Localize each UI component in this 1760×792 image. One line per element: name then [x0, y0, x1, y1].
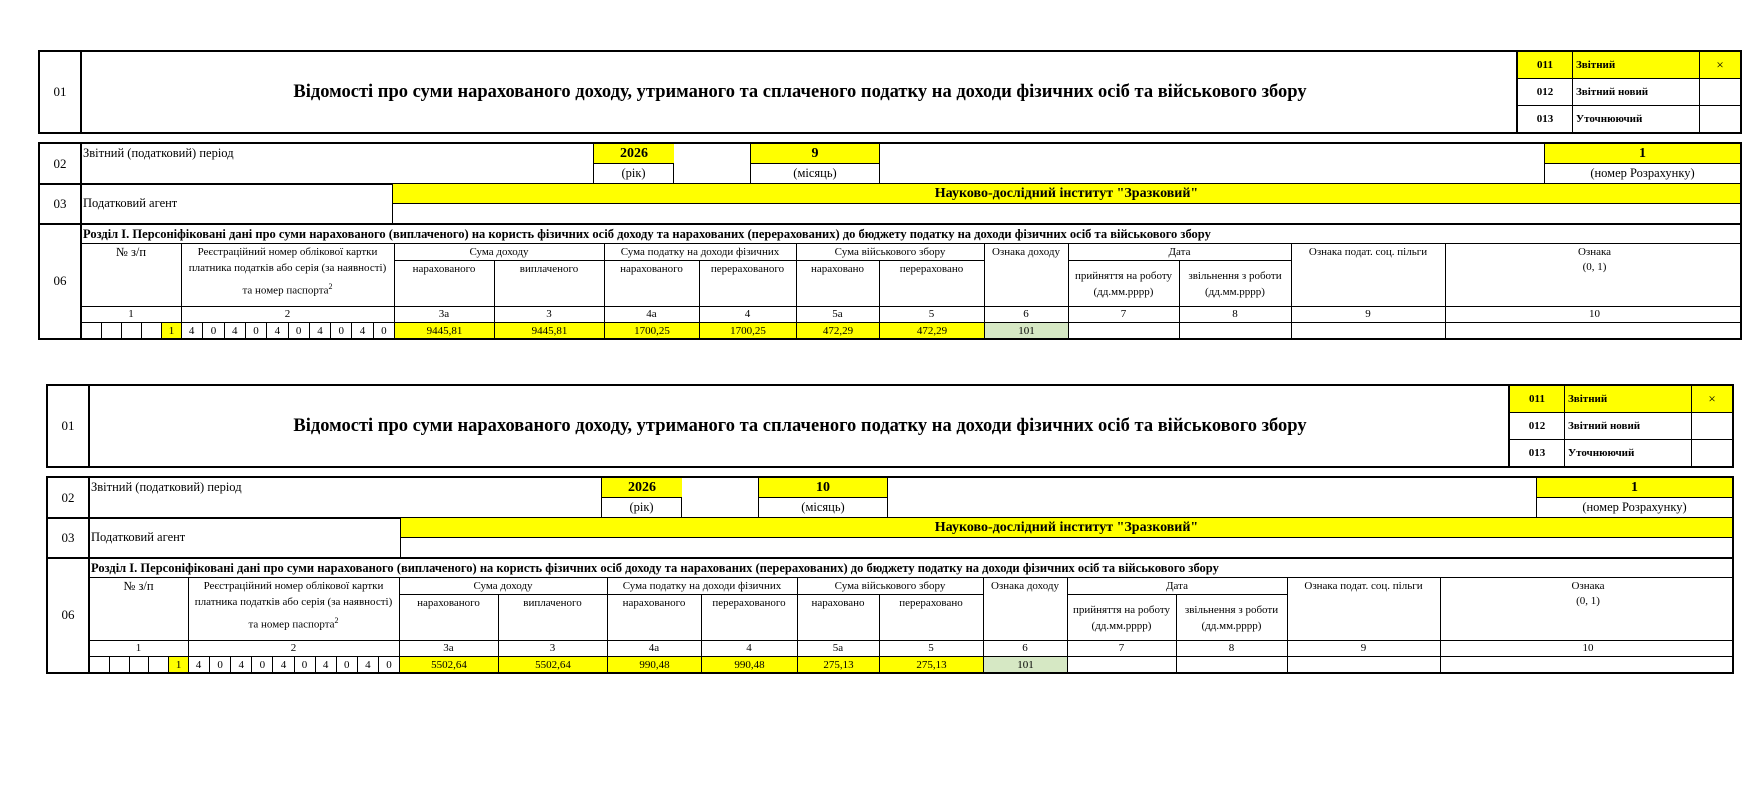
col-number: 7 [1118, 642, 1125, 654]
col-number: 6 [1022, 642, 1028, 654]
doc-type-mark-011[interactable]: × [1692, 386, 1732, 412]
row-code-01: 01 [61, 418, 75, 433]
doc-type-code-013: 013 [1536, 113, 1554, 125]
col-header-benefit: Ознака подат. соц. пільги [1308, 246, 1428, 258]
cell-military-accrued[interactable]: 472,29 [797, 323, 879, 338]
tax-id-digit[interactable]: 0 [251, 657, 272, 672]
main-block [38, 142, 1742, 340]
agent-name[interactable]: Науково-дослідний інститут "Зразковий" [393, 184, 1740, 203]
month-value[interactable]: 9 [750, 144, 880, 163]
doc-type-grid [1510, 386, 1732, 466]
doc-type-mark-013[interactable] [1692, 440, 1732, 466]
doc-type-label-011: Звітний [1573, 52, 1699, 78]
form-title: Відомості про суми нарахованого доходу, утриманого та сплаченого податку на доходи фізичних осіб та військового збору [293, 415, 1307, 436]
col-header-sign-2: (0, 1) [1582, 261, 1607, 273]
col-header-reg-2: платника податків або серія (за наявності) [194, 596, 393, 608]
col-header-income-accrued: нарахованого [412, 263, 476, 275]
row-code-02: 02 [61, 489, 75, 505]
tax-id-digit[interactable]: 4 [195, 659, 202, 671]
calc-caption: (номер Розрахунку) [1536, 497, 1732, 517]
cell-pdfo-transferred[interactable]: 1700,25 [700, 323, 796, 338]
tax-id-digit[interactable]: 4 [224, 323, 245, 338]
col-header-hire-2: (дд.мм.рррр) [1091, 620, 1152, 632]
cell-empty-col-8[interactable] [1180, 323, 1291, 338]
col-header-num: № з/п [115, 245, 147, 259]
col-header-military-accrued: нараховано [810, 263, 865, 275]
tax-id-digit[interactable]: 0 [336, 657, 357, 672]
tax-id-digit[interactable]: 4 [309, 323, 330, 338]
calc-group [1544, 144, 1740, 183]
col-header-income: Сума доходу [469, 246, 529, 258]
col-number: 1 [128, 308, 134, 320]
col-number: 6 [1023, 308, 1029, 320]
col-number: 10 [1582, 642, 1594, 654]
row-num[interactable]: 1 [168, 657, 188, 672]
cell-pdfo-transferred[interactable]: 990,48 [702, 657, 797, 672]
col-header-fire-2: (дд.мм.рррр) [1205, 286, 1265, 298]
col-header-reg-3 [188, 612, 399, 630]
col-header-benefit: Ознака подат. соц. пільги [1304, 580, 1423, 592]
row-num-box[interactable] [129, 657, 149, 672]
col-number: 3 [549, 642, 556, 654]
cell-empty-col-10[interactable] [1446, 323, 1740, 338]
col-number: 2 [284, 308, 291, 320]
col-header-pdfo-transferred: перерахованого [712, 597, 786, 609]
cell-pdfo-accrued[interactable]: 990,48 [608, 657, 701, 672]
col-header-reg-2: платника податків або серія (за наявності) [188, 262, 387, 274]
doc-type-label-011: Звітний [1565, 386, 1691, 412]
col-number: 2 [290, 642, 297, 654]
section-title: Розділ І. Персоніфіковані дані про суми нарахованого (виплаченого) на користь фізичних осіб доходу та нарахованих (перерахованих) до бюджету податку на доходи фізичних осіб та військового збору [91, 561, 1219, 575]
main-block [46, 476, 1734, 674]
cell-empty-col-9[interactable] [1288, 657, 1440, 672]
col-header-sign-1: Ознака [1577, 246, 1612, 258]
tax-id-digit[interactable]: 0 [330, 323, 351, 338]
doc-type-mark-012[interactable] [1692, 413, 1732, 439]
col-number: 7 [1120, 308, 1127, 320]
period-label: Звітний (податковий) період [91, 480, 242, 494]
row-num[interactable]: 1 [161, 323, 181, 338]
col-number: 5 [928, 642, 934, 654]
col-header-reg-sup: 2 [328, 282, 333, 291]
col-header-income-paid: виплаченого [523, 597, 582, 609]
calc-number[interactable]: 1 [1544, 144, 1740, 163]
data-table [81, 244, 1740, 338]
tax-id-digit[interactable]: 4 [266, 323, 287, 338]
col-header-income-sign: Ознака доходу [990, 580, 1060, 592]
col-header-fire-2: (дд.мм.рррр) [1201, 620, 1262, 632]
tax-id-digit[interactable]: 0 [245, 323, 266, 338]
col-header-military: Сума військового збору [834, 246, 946, 258]
data-table [89, 578, 1732, 672]
cell-income-paid[interactable]: 9445,81 [495, 323, 604, 338]
year-caption: (рік) [601, 497, 682, 517]
doc-type-code-012: 012 [1536, 86, 1554, 98]
cell-income-sign[interactable]: 101 [984, 657, 1067, 672]
doc-type-mark-012[interactable] [1700, 79, 1740, 105]
col-header-military: Сума військового збору [834, 580, 946, 592]
col-header-num: № з/п [123, 579, 154, 593]
row-code-02: 02 [53, 155, 67, 171]
year-value[interactable]: 2026 [601, 478, 682, 497]
cell-pdfo-accrued[interactable]: 1700,25 [605, 323, 699, 338]
col-header-date: Дата [1166, 580, 1188, 592]
col-header-date: Дата [1168, 246, 1191, 258]
col-number: 1 [135, 642, 142, 654]
agent-label: Податковий агент [83, 196, 178, 210]
col-header-military-transferred: перераховано [899, 597, 963, 609]
row-code-06: 06 [61, 607, 75, 622]
tax-id-digit[interactable]: 0 [378, 657, 399, 672]
cell-empty-col-7[interactable] [1068, 657, 1176, 672]
col-number: 4а [646, 308, 657, 320]
header-block [38, 50, 1742, 134]
col-header-hire-2: (дд.мм.рррр) [1093, 286, 1154, 298]
row-code-01: 01 [53, 84, 67, 99]
col-header-pdfo-transferred: перерахованого [710, 263, 785, 275]
cell-empty-col-9[interactable] [1292, 323, 1445, 338]
month-caption: (місяць) [758, 497, 888, 517]
col-number: 3а [443, 642, 454, 654]
col-number: 8 [1228, 642, 1235, 654]
tax-id-digit[interactable]: 4 [272, 657, 293, 672]
col-header-military-transferred: перераховано [899, 263, 964, 275]
col-header-reg-3 [181, 278, 394, 296]
doc-type-code-011: 011 [1518, 52, 1572, 78]
tax-id-digit[interactable]: 4 [315, 657, 336, 672]
col-header-income: Сума доходу [473, 580, 533, 592]
doc-type-code-012: 012 [1528, 420, 1546, 432]
col-number: 4а [648, 642, 660, 654]
tax-id-digit[interactable]: 4 [351, 323, 372, 338]
cell-military-transferred[interactable]: 275,13 [880, 657, 983, 672]
row-num-box[interactable] [121, 323, 141, 338]
header-block [46, 384, 1734, 468]
month-caption: (місяць) [750, 163, 880, 183]
agent-name[interactable]: Науково-дослідний інститут "Зразковий" [401, 518, 1732, 537]
tax-id-digit[interactable]: 4 [188, 325, 195, 337]
cell-military-transferred[interactable]: 472,29 [880, 323, 984, 338]
col-number: 3а [438, 308, 450, 320]
cell-income-accrued[interactable]: 9445,81 [395, 323, 494, 338]
col-header-reg-sup: 2 [334, 616, 339, 625]
month-group [758, 478, 888, 517]
doc-type-grid [1518, 52, 1740, 132]
col-number: 9 [1360, 642, 1367, 654]
calc-caption: (номер Розрахунку) [1544, 163, 1740, 183]
col-number: 5а [832, 308, 843, 320]
col-header-reg-1: Реєстраційний номер облікової картки [203, 580, 384, 592]
doc-type-label-012: Звітний новий [1568, 420, 1641, 432]
doc-type-label-012: Звітний новий [1576, 86, 1649, 98]
row-num-box[interactable] [141, 323, 161, 338]
tax-id-digit[interactable]: 4 [357, 657, 378, 672]
col-header-reg-3-text: та номер паспорта [242, 284, 329, 296]
col-header-sign-1: Ознака [1571, 580, 1605, 592]
col-number: 5 [928, 308, 935, 320]
col-header-hire-1: прийняття на роботу [1072, 604, 1171, 616]
row-num-box[interactable] [81, 323, 101, 338]
col-header-pdfo-accrued: нарахованого [622, 597, 686, 609]
tax-id-digit[interactable]: 0 [202, 323, 223, 338]
doc-type-mark-011[interactable]: × [1700, 52, 1740, 78]
doc-type-label-013: Уточнюючий [1568, 447, 1635, 459]
tax-id-digit[interactable]: 4 [230, 657, 251, 672]
col-number: 9 [1365, 308, 1371, 320]
calc-number[interactable]: 1 [1536, 478, 1732, 497]
doc-type-code-013: 013 [1528, 447, 1546, 459]
col-header-pdfo: Сума податку на доходи фізичних [622, 580, 782, 592]
section-title: Розділ І. Персоніфіковані дані про суми нарахованого (виплаченого) на користь фізичних осіб доходу та нарахованих (перерахованих) до бюджету податку на доходи фізичних осіб та військового збору [83, 227, 1211, 241]
col-header-fire-1: звільнення з роботи [1188, 270, 1282, 282]
year-value[interactable]: 2026 [593, 144, 674, 163]
col-number: 10 [1589, 308, 1600, 320]
row-num-box[interactable] [101, 323, 121, 338]
row-num-box[interactable] [148, 657, 168, 672]
year-group [601, 478, 682, 517]
row-num-box[interactable] [109, 657, 129, 672]
cell-empty-col-10[interactable] [1441, 657, 1732, 672]
cell-empty-col-7[interactable] [1069, 323, 1179, 338]
col-header-income-accrued: нарахованого [417, 597, 480, 609]
col-header-hire-1: прийняття на роботу [1074, 270, 1173, 282]
col-header-fire-1: звільнення з роботи [1184, 604, 1279, 616]
doc-type-mark-013[interactable] [1700, 106, 1740, 132]
tax-id-digit[interactable]: 0 [288, 323, 309, 338]
cell-income-paid[interactable]: 5502,64 [499, 657, 607, 672]
col-header-income-paid: виплаченого [519, 263, 579, 275]
cell-income-accrued[interactable]: 5502,64 [400, 657, 498, 672]
calc-group [1536, 478, 1732, 517]
month-value[interactable]: 10 [758, 478, 888, 497]
tax-id-digit[interactable]: 0 [294, 657, 315, 672]
col-number: 4 [744, 308, 751, 320]
col-header-pdfo: Сума податку на доходи фізичних [620, 246, 780, 258]
cell-empty-col-8[interactable] [1177, 657, 1287, 672]
row-code-03: 03 [61, 529, 75, 545]
year-group [593, 144, 674, 183]
form-title: Відомості про суми нарахованого доходу, утриманого та сплаченого податку на доходи фізичних осіб та військового збору [293, 81, 1307, 102]
col-number: 5а [832, 642, 844, 654]
col-header-military-accrued: нараховано [811, 597, 865, 609]
row-code-06: 06 [53, 273, 67, 288]
cell-income-sign[interactable]: 101 [985, 323, 1068, 338]
col-number: 4 [746, 642, 752, 654]
col-number: 3 [546, 308, 552, 320]
row-code-03: 03 [53, 195, 67, 211]
col-header-sign-2: (0, 1) [1576, 595, 1600, 607]
col-header-pdfo-accrued: нарахованого [620, 263, 683, 275]
agent-label: Податковий агент [91, 530, 186, 544]
col-header-income-sign: Ознака доходу [991, 246, 1061, 258]
col-header-reg-3-text: та номер паспорта [248, 618, 335, 630]
row-num-box[interactable] [89, 657, 109, 672]
col-header-reg-1: Реєстраційний номер облікової картки [197, 246, 378, 258]
tax-id-digit[interactable]: 0 [373, 323, 394, 338]
col-number: 8 [1232, 308, 1238, 320]
year-caption: (рік) [593, 163, 674, 183]
doc-type-label-013: Уточнюючий [1576, 113, 1643, 125]
tax-id-digit[interactable]: 0 [209, 657, 230, 672]
doc-type-code-011: 011 [1510, 386, 1564, 412]
cell-military-accrued[interactable]: 275,13 [798, 657, 879, 672]
month-group [750, 144, 880, 183]
period-label: Звітний (податковий) період [83, 146, 234, 160]
